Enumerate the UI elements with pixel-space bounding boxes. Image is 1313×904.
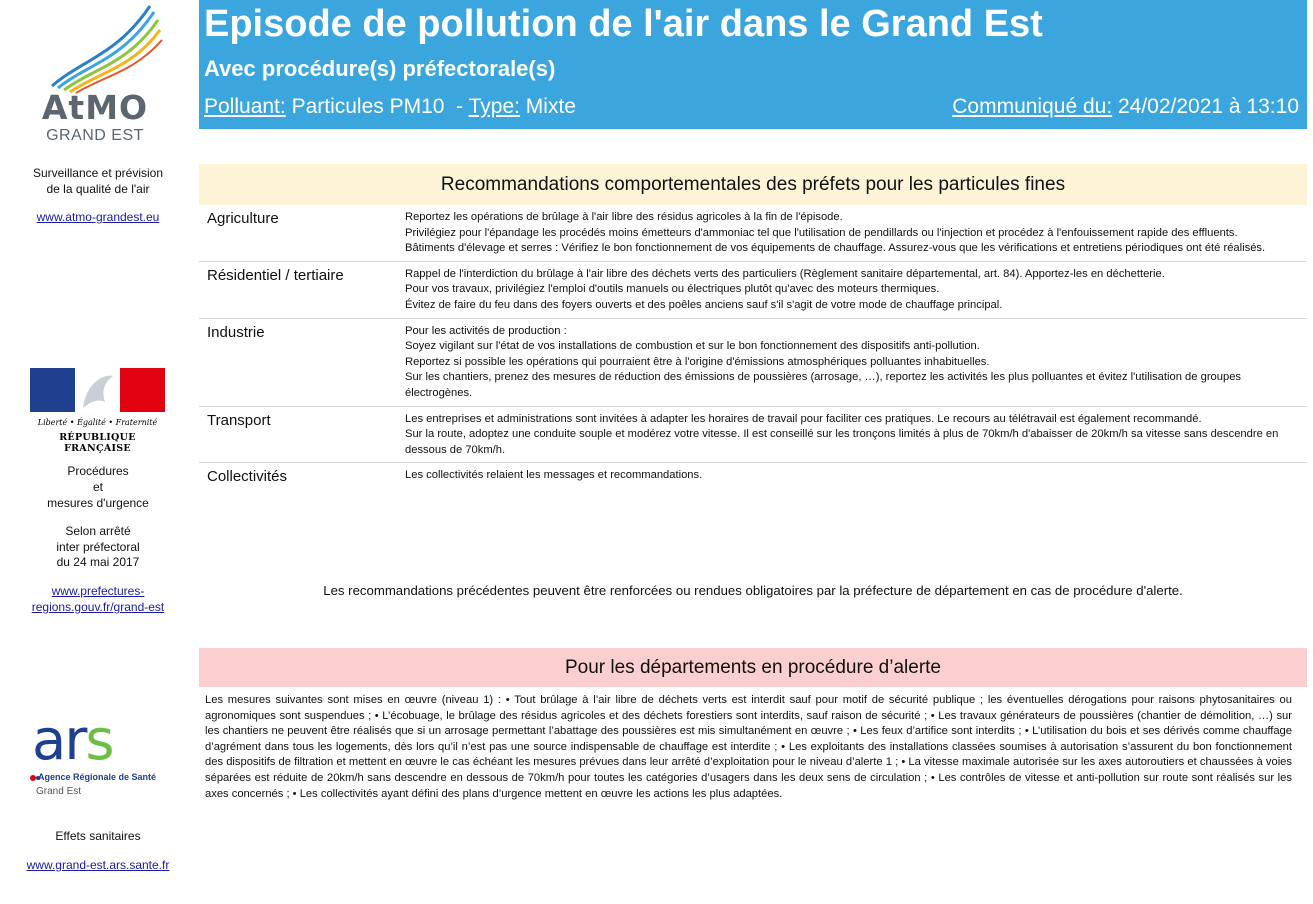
atmo-swoosh-icon: [22, 0, 172, 95]
arrete-line-1: Selon arrêté: [65, 524, 131, 538]
ars-wordmark: ars: [32, 708, 113, 773]
polluant-label: Polluant:: [204, 95, 286, 118]
recommendation-line: Les entreprises et administrations sont invitées à adapter les horaires de travail pour faciliter ces pratiques. Le recours au télétravail est également recommandé.: [405, 412, 1202, 425]
recommendation-line: Privilégiez pour l'épandage les procédés moins émetteurs d'ammoniac tel que l'utilisation de pendillards ou l'injection et procédez à l'enfouissement rapide des effluents.: [405, 226, 1238, 239]
row-sector-label: Agriculture: [207, 210, 279, 227]
row-sector-label: Collectivités: [207, 468, 288, 486]
recommendations-table: [199, 205, 1307, 488]
table-row: [199, 463, 1307, 488]
table-row: [199, 407, 1307, 464]
procedures-line-1: Procédures: [67, 464, 129, 478]
communique-value: 24/02/2021 à 13:10: [1112, 95, 1299, 118]
republique-text: RÉPUBLIQUE FRANÇAISE: [59, 432, 136, 454]
alert-body: Les mesures suivantes sont mises en œuvre (niveau 1) : • Tout brûlage à l’air libre de déchets verts est interdit sauf pour motif de sécurité publique ; les éventuelles dérogations pour raisons phytosanitaires ou agronomiques sont suspendues ; • L’écobuage, le brûlage des résidus agricoles et des déchets forestiers sont interdits, sauf raison de sécurité ; • Les travaux générateurs de poussières (chantier de démolition, …) sur les chantiers ne peuvent être réalisés que si un arrosage permettant l’abattage des poussières est mis simultanément en œuvre ; • Les feux d’artifice sont interdits ; • L’utilisation du bois et ses dérivés comme chauffage d’agrément dans tous les logements, dès lors qu’il n’est pas une source indispensable de chauffage est interdite ; • Les exploitants des installations classées soumises à autorisation s’assurent du bon fonctionnement des dispositifs de filtration et mettent en œuvre le cas échéant les mesures prévues dans leur arrêté d’exploitation pour le niveau d’alerte 1 ; • La vitesse maximale autorisée sur les axes autoroutiers et chaussées à voies séparées est réduite de 20km/h sans descendre en dessous de 70km/h pour toutes les catégories d’usagers dans les deux sens de circulation ; • Les contrôles de vitesse et anti-pollution sur route sont réalisés sur les axes concernés ; • Les collectivités ayant défini des plans d’urgence mettent en œuvre les actions les plus adaptées.: [205, 694, 1292, 800]
recommendation-line: Rappel de l'interdiction du brûlage à l'air libre des déchets verts des particuliers (Règlement sanitaire départemental, art. 84). Apportez-les en déchetterie.: [405, 267, 1165, 280]
recommendations-title: Recommandations comportementales des préfets pour les particules fines: [199, 164, 1307, 205]
atmo-region: GRAND EST: [46, 127, 144, 144]
table-row: [199, 262, 1307, 319]
ars-agence-text: Agence Régionale de Santé: [38, 772, 157, 782]
recommendation-line: Sur les chantiers, prenez des mesures de réduction des émissions de poussières (arrosage, …), reportez les activités les plus polluantes et évitez l'utilisation de groupes électrogènes.: [405, 371, 1242, 399]
row-sector-label: Résidentiel / tertiaire: [207, 266, 344, 284]
effets-sanitaires: Effets sanitaires: [55, 829, 141, 843]
recommendation-line: Bâtiments d'élevage et serres : Vérifiez le bon fonctionnement de vos équipements de chauffage. Assurez-vous que les vérifications et entretiens périodiques ont été réalisés.: [405, 242, 1266, 255]
recommendation-line: Les collectivités relaient les messages et recommandations.: [405, 469, 703, 482]
recommendation-line: Soyez vigilant sur l'état de vos installations de combustion et sur le bon fonctionnement des dispositifs anti-pollution.: [405, 340, 980, 353]
atmo-tagline-1: Surveillance et prévision: [32, 166, 164, 180]
recommendation-line: Pour les activités de production :: [405, 324, 567, 337]
row-sector-label: Industrie: [207, 323, 265, 341]
tricolor-flag-icon: [30, 368, 165, 412]
prefecture-link-2[interactable]: regions.gouv.fr/grand-est: [31, 600, 165, 614]
polluant-line: [204, 95, 576, 119]
recommendation-line: Évitez de faire du feu dans des foyers ouverts et des poêles anciens sauf s'il s'agit de votre mode de chauffage principal.: [405, 298, 1003, 311]
atmo-tagline-2: de la qualité de l'air: [46, 182, 150, 196]
ars-region-text: Grand Est: [36, 786, 82, 797]
row-recommendation-text: [405, 205, 1307, 261]
type-label: Type:: [468, 95, 520, 118]
procedures-line-2: et: [92, 480, 103, 494]
sidebar: [0, 0, 196, 904]
row-recommendation-text: [405, 319, 1307, 406]
atmo-link[interactable]: www.atmo-grandest.eu: [36, 210, 160, 224]
marianne-logo: [30, 368, 165, 454]
atmo-wordmark: AtMO: [41, 88, 149, 127]
recommendation-line: Pour vos travaux, privilégiez l'emploi d'outils manuels ou électriques plutôt qu'avec des moteurs thermiques.: [405, 283, 940, 296]
type-value: Mixte: [519, 95, 576, 118]
row-recommendation-text: [405, 463, 1307, 488]
row-recommendation-text: [405, 407, 1307, 463]
communique-line: [952, 95, 1299, 119]
recommendation-line: Reportez les opérations de brûlage à l'air libre des résidus agricoles à la fin de l'épisode.: [405, 211, 843, 223]
devise-text: Liberté • Égalité • Fraternité: [37, 418, 158, 427]
header-banner: [199, 0, 1307, 129]
type-separator: -: [444, 95, 469, 118]
arrete-line-3: du 24 mai 2017: [56, 555, 140, 569]
recommendation-line: Reportez si possible les opérations qui pourraient être à l'origine d'émissions atmosphériques polluantes inhabituelles.: [405, 355, 990, 368]
recommendation-line: Sur la route, adoptez une conduite souple et modérez votre vitesse. Il est conseillé sur les tronçons limités à plus de 70km/h d'abaisser de 20km/h sa vitesse sans descendre en dessous de 70km/h.: [405, 428, 1279, 456]
procedures-line-3: mesures d'urgence: [47, 496, 149, 510]
page-subtitle: Avec procédure(s) préfectorale(s): [204, 56, 556, 81]
table-row: [199, 319, 1307, 407]
row-sector-label: Transport: [207, 411, 271, 429]
arrete-line-2: inter préfectoral: [56, 540, 140, 554]
recommendations-note: Les recommandations précédentes peuvent être renforcées ou rendues obligatoires par la préfecture de département en cas de procédure d'alerte.: [323, 583, 1183, 598]
page-title: Episode de pollution de l'air dans le Grand Est: [204, 3, 1043, 45]
alert-title: Pour les départements en procédure d’alerte: [199, 648, 1307, 687]
ars-logo: [30, 708, 180, 802]
prefecture-link-1[interactable]: www.prefectures-: [51, 584, 145, 598]
polluant-value: Particules PM10: [285, 95, 445, 118]
ars-link[interactable]: www.grand-est.ars.sante.fr: [26, 858, 170, 872]
row-recommendation-text: [405, 262, 1307, 318]
communique-label: Communiqué du:: [952, 95, 1113, 118]
table-row: [199, 205, 1307, 262]
